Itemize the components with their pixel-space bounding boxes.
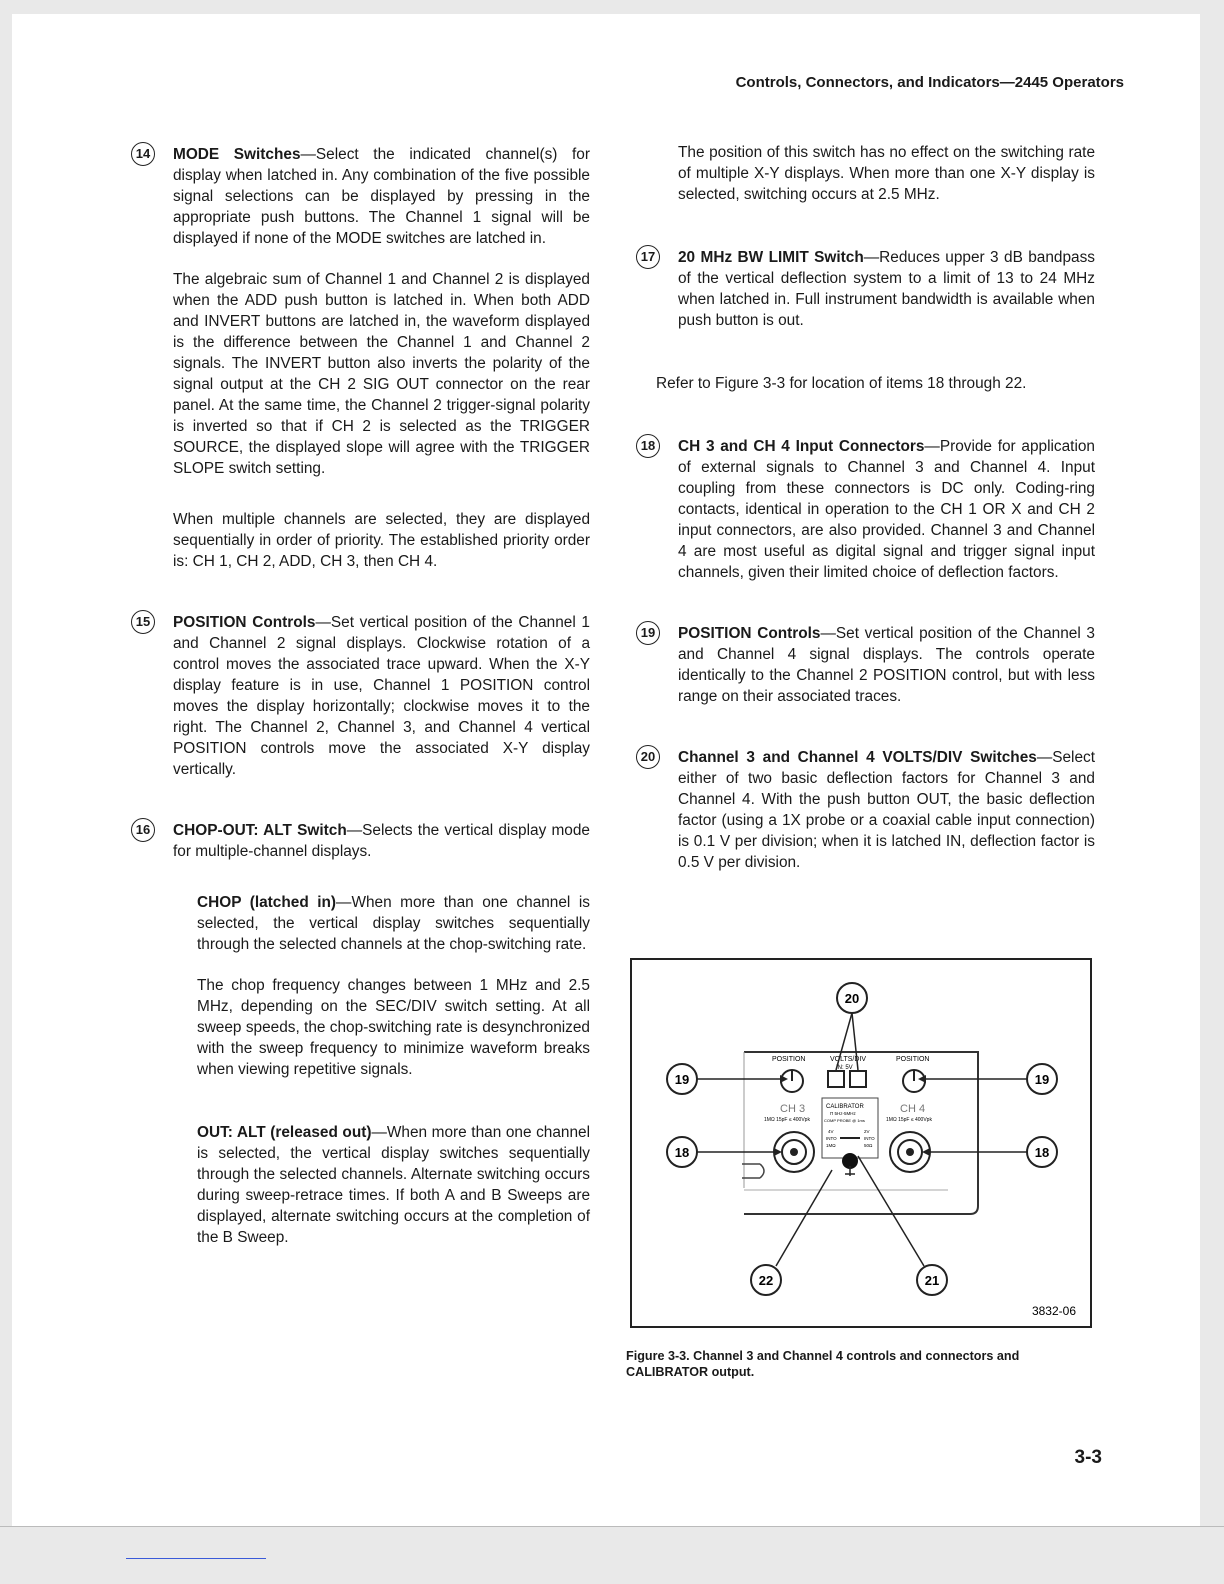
item-14-lead: MODE Switches [173,146,301,163]
alt-text: —When more than one channel is selected, the vertical display switches sequentially through the selected channels. Alternate switching occurs during sweep-retrace times. If both A and B Sweeps are displayed, alternate switching occurs at the completion of the B Sweep. [197,1124,590,1246]
page-bottom-divider [0,1526,1224,1527]
calibrator-left-2: INTO [826,1136,837,1141]
calibrator-left-3: 1MΩ [826,1143,836,1148]
callout-18: 18 [636,434,660,458]
volts-div-sublabel: IN: 5V [836,1065,853,1071]
item-19-text: —Set vertical position of the Channel 3 and Channel 4 signal displays. The controls operate identically to the Channel 2 POSITION control, but with less range on their associated traces. [678,625,1095,705]
ch4-label: CH 4 [900,1103,926,1115]
figure-callout-18-right: 18 [1034,1145,1050,1160]
ch4-connector-pin [906,1148,914,1156]
item-17 [640,247,1095,331]
item-18-text: —Provide for application of external signals to Channel 3 and Channel 4. Input coupling from these connectors is DC only. Coding-ring contacts, identical in operation to the CH 1 OR X and CH 2 input connectors, are also provided. Channel 3 and Channel 4 are most useful as digital signal and trigger signal input channels, given their limited choice of deflection factors. [678,438,1095,581]
item-20 [640,747,1095,873]
calibrator-right-3: 50Ω [864,1143,873,1148]
volts-div-label: VOLTS/DIV [830,1056,867,1063]
calibrator-right-1: 2V [864,1129,870,1134]
paragraph-xy-switching: The position of this switch has no effect on the switching rate of multiple X-Y displays. When more than one X-Y display is selected, switching occurs at 2.5 MHz. [678,144,1095,203]
callout-19-left-circle [667,1064,697,1094]
item-18-lead: CH 3 and CH 4 Input Connectors [678,438,925,455]
refer-figure-line: Refer to Figure 3-3 for location of items 18 through 22. [656,375,1027,392]
callout-21-circle [917,1265,947,1295]
calibrator-title: CALIBRATOR [826,1104,864,1110]
ch3-spec: 1MΩ 15pF ≤ 400Vpk [764,1117,810,1123]
figure-callout-19-left: 19 [674,1072,690,1087]
chop-frequency-paragraph: The chop frequency changes between 1 MHz and 2.5 MHz, depending on the SEC/DIV switch setting. At all sweep speeds, the chop-switching rate is desynchronized with the sweep frequency to minimize waveform breaks when viewing repetitive signals. [197,977,590,1078]
item-18 [640,436,1095,583]
calibrator-right-2: INTO [864,1136,875,1141]
figure-callout-22: 22 [758,1273,774,1288]
calibrator-left-1: 4V [828,1129,834,1134]
item-15 [135,612,590,780]
item-19 [640,623,1095,707]
item-15-lead: POSITION Controls [173,614,316,631]
item-20-lead: Channel 3 and Channel 4 VOLTS/DIV Switches [678,749,1037,766]
figure-caption: Figure 3-3. Channel 3 and Channel 4 controls and connectors and CALIBRATOR output. [626,1349,1020,1379]
page-header: Controls, Connectors, and Indicators—2445 Operators [735,74,1124,91]
calibrator-probe-note: COMP PROBE @ 1ms [824,1118,865,1123]
calibrator-freq: Π 5Hz-5MHz [830,1111,856,1116]
position-label-right: POSITION [896,1056,930,1063]
ch4-spec: 1MΩ 15pF ≤ 400Vpk [886,1117,932,1123]
callout-14: 14 [131,142,155,166]
figure-id: 3832-06 [1031,1304,1076,1318]
footer-link-underline [126,1558,266,1559]
item-20-text: —Select either of two basic deflection factors for Channel 3 and Channel 4. With the push button OUT, the basic deflection factor (using a 1X probe or a coaxial cable input connection) is 0.1 V per division; when it is latched IN, deflection factor is 0.5 V per division. [678,749,1095,871]
item-17-text: —Reduces upper 3 dB bandpass of the vertical deflection system to a limit of 13 to 24 MHz when latched in. Full instrument bandwidth is available when push button is out. [678,249,1095,329]
callout-17: 17 [636,245,660,269]
item-16-lead: CHOP-OUT: ALT Switch [173,822,347,839]
ch3-label: CH 3 [780,1103,806,1115]
figure-callout-21: 21 [924,1273,940,1288]
item-14 [135,144,590,249]
left-column [135,144,590,1248]
item-16 [135,820,590,862]
item-17-lead: 20 MHz BW LIMIT Switch [678,249,864,266]
chop-lead: CHOP (latched in) [197,894,337,911]
callout-18-right-circle [1027,1137,1057,1167]
ch3-connector-pin [790,1148,798,1156]
item-19-lead: POSITION Controls [678,625,821,642]
callout-19-right-circle [1027,1064,1057,1094]
position-label-left: POSITION [772,1056,806,1063]
ch4-volts-div-button[interactable] [850,1071,866,1087]
paragraph-add-invert: The algebraic sum of Channel 1 and Channel 2 is displayed when the ADD push button is latched in. When both ADD and INVERT buttons are latched in, the waveform displayed is the difference between the Channel 1 and Channel 2 signals. The INVERT button also inverts the polarity of the signal output at the CH 2 SIG OUT connector on the rear panel. At the same time, the Channel 2 trigger-signal polarity is inverted so that if CH 2 is selected as the TRIGGER SOURCE, the displayed slope will agree with the TRIGGER SLOPE switch setting. [173,271,590,477]
callout-19: 19 [636,621,660,645]
ch3-volts-div-button[interactable] [828,1071,844,1087]
item-16-text: —Selects the vertical display mode for multiple-channel displays. [173,822,590,860]
item-15-text: —Set vertical position of the Channel 1 and Channel 2 signal displays. Clockwise rotation of a control moves the associated trace upward. When the X-Y display feature is in use, Channel 1 POSITION control moves the display horizontally; clockwise moves it to the right. The Channel 2, Channel 3, and Channel 4 vertical POSITION controls move the associated X-Y display vertically. [173,614,590,778]
alt-lead: OUT: ALT (released out) [197,1124,372,1141]
figure-callout-19-right: 19 [1034,1072,1050,1087]
callout-15: 15 [131,610,155,634]
callout-20: 20 [636,745,660,769]
callout-16: 16 [131,818,155,842]
chop-text: —When more than one channel is selected, the vertical display switches sequentially through the selected channels at the chop-switching rate. [197,894,590,953]
right-column [640,142,1095,873]
figure-3-3 [630,958,1092,1328]
callout-22-circle [751,1265,781,1295]
callout-18-left-circle [667,1137,697,1167]
callout-20-circle [837,983,867,1013]
chop-alt-subsection [197,892,590,1248]
figure-callout-18-left: 18 [674,1145,690,1160]
page-number: 3-3 [1074,1447,1102,1468]
paragraph-priority: When multiple channels are selected, they are displayed sequentially in order of priority. The established priority order is: CH 1, CH 2, ADD, CH 3, then CH 4. [173,511,590,570]
figure-callout-20: 20 [844,991,860,1006]
item-14-text: —Select the indicated channel(s) for display when latched in. Any combination of the five possible signal selections can be displayed by pressing in the appropriate push buttons. The Channel 1 signal will be displayed if none of the MODE switches are latched in. [173,146,590,247]
